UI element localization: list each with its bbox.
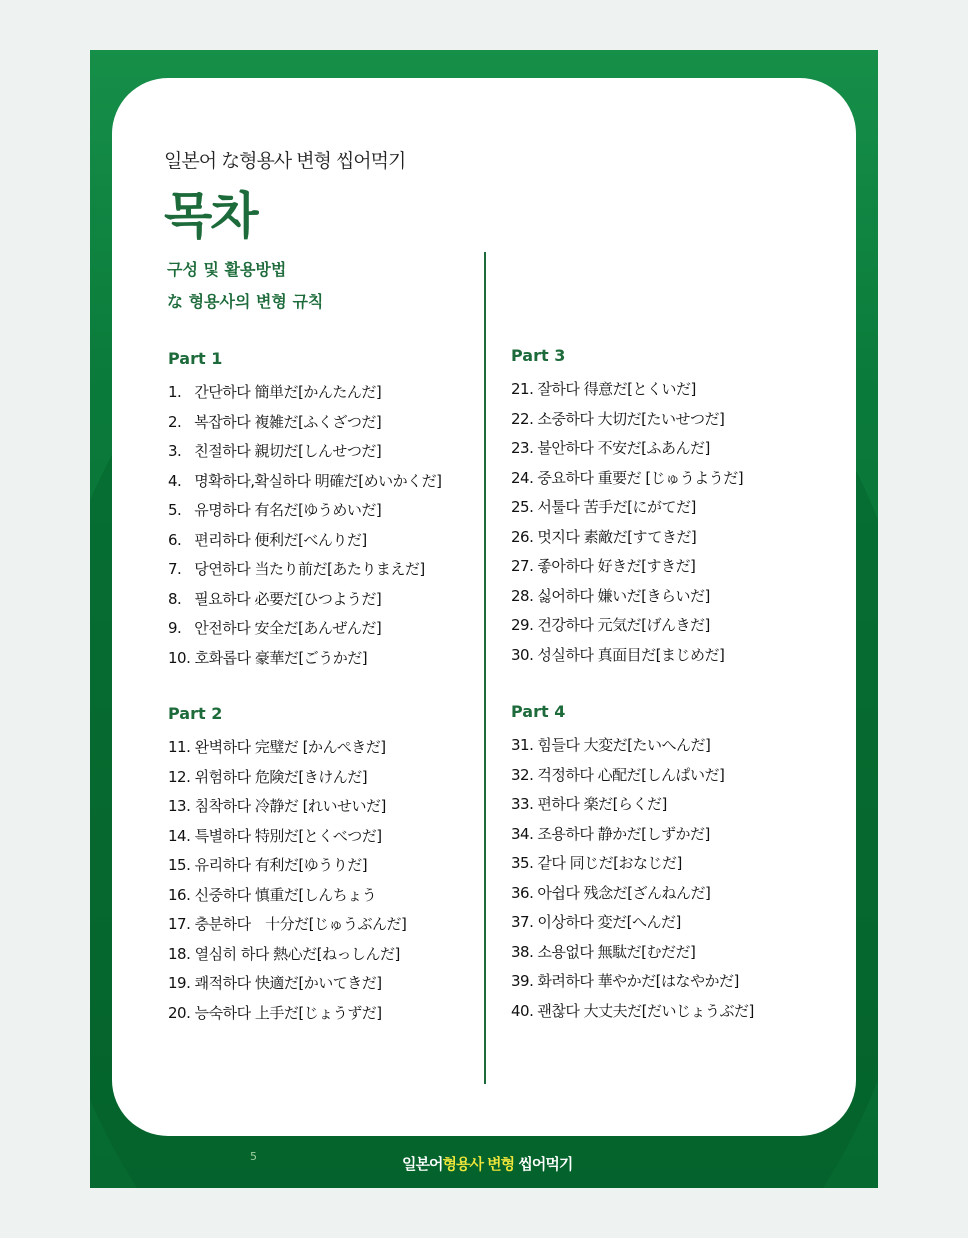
toc-item[interactable]	[168, 940, 498, 970]
toc-text: 같다 同じだ[おなじだ]	[537, 854, 682, 872]
toc-number: 28.	[511, 586, 534, 605]
toc-number: 22.	[511, 409, 534, 428]
toc-text: 화려하다 華やかだ[はなやかだ]	[537, 972, 739, 990]
toc-item[interactable]	[168, 999, 498, 1029]
toc-item[interactable]	[511, 820, 841, 850]
footer-brand-prefix: 일본어	[402, 1155, 443, 1173]
part-heading: Part 1	[168, 349, 223, 368]
toc-item[interactable]	[511, 434, 841, 464]
toc-text: 멋지다 素敵だ[すてきだ]	[537, 527, 697, 546]
toc-text: 호화롭다 豪華だ[ごうかだ]	[194, 648, 368, 667]
toc-number: 37.	[511, 913, 534, 931]
toc-number: 25.	[511, 498, 534, 516]
toc-text: 아쉽다 残念だ[ざんねんだ]	[537, 883, 711, 902]
toc-item[interactable]	[168, 614, 498, 644]
toc-text: 친절하다 親切だ[しんせつだ]	[194, 442, 382, 460]
toc-text: 괜찮다 大丈夫だ[だいじょうぶだ]	[537, 1001, 754, 1020]
toc-item[interactable]	[168, 851, 498, 881]
toc-list	[511, 375, 841, 670]
toc-number: 29.	[511, 616, 534, 634]
intro-links	[167, 254, 323, 318]
toc-item[interactable]	[511, 375, 841, 405]
toc-item[interactable]	[168, 644, 498, 674]
toc-text: 소용없다 無駄だ[むだだ]	[537, 942, 696, 961]
toc-number: 9.	[168, 619, 182, 637]
toc-number: 5.	[168, 501, 182, 519]
toc-number: 19.	[168, 974, 191, 992]
toc-number: 15.	[168, 856, 191, 874]
toc-item[interactable]	[511, 523, 841, 553]
part-2-section	[168, 701, 498, 1028]
toc-text: 불안하다 不安だ[ふあんだ]	[537, 439, 710, 457]
toc-number: 11.	[168, 738, 191, 756]
toc-text: 편리하다 便利だ[べんりだ]	[194, 530, 367, 549]
intro-item-structure[interactable]: 구성 및 활용방법	[167, 260, 287, 279]
toc-number: 36.	[511, 883, 534, 902]
toc-item[interactable]	[168, 733, 498, 763]
intro-item-rules[interactable]: な 형용사의 변형 규칙	[167, 292, 324, 311]
toc-number: 12.	[168, 767, 191, 786]
toc-number: 6.	[168, 530, 182, 549]
toc-list	[168, 733, 498, 1028]
toc-number: 23.	[511, 439, 534, 457]
toc-text: 조용하다 静かだ[しずかだ]	[537, 824, 710, 843]
toc-number: 27.	[511, 557, 534, 575]
toc-item[interactable]	[168, 910, 498, 940]
toc-text: 싫어하다 嫌いだ[きらいだ]	[537, 586, 710, 605]
toc-text: 소중하다 大切だ[たいせつだ]	[537, 409, 725, 428]
toc-number: 34.	[511, 824, 534, 843]
toc-text: 중요하다 重要だ [じゅうようだ]	[537, 468, 744, 487]
toc-item[interactable]	[168, 496, 498, 526]
toc-item[interactable]	[168, 555, 498, 585]
toc-number: 35.	[511, 854, 534, 872]
toc-number: 2.	[168, 412, 182, 431]
toc-text: 특별하다 特別だ[とくべつだ]	[194, 826, 382, 845]
toc-item[interactable]	[511, 731, 841, 761]
toc-text: 안전하다 安全だ[あんぜんだ]	[194, 619, 382, 637]
part-heading: Part 2	[168, 704, 223, 723]
toc-number: 38.	[511, 942, 534, 961]
toc-number: 3.	[168, 442, 182, 460]
footer-brand-suffix: 씹어먹기	[518, 1155, 573, 1173]
toc-text: 성실하다 真面目だ[まじめだ]	[537, 645, 725, 664]
part-1-section	[168, 346, 498, 673]
toc-item[interactable]	[511, 552, 841, 582]
toc-item[interactable]	[168, 969, 498, 999]
toc-item[interactable]	[511, 405, 841, 435]
toc-text: 명확하다,확실하다 明確だ[めいかくだ]	[194, 471, 442, 490]
toc-item[interactable]	[511, 879, 841, 909]
toc-item[interactable]	[511, 997, 841, 1027]
toc-number: 7.	[168, 560, 182, 578]
toc-item[interactable]	[168, 881, 498, 911]
toc-item[interactable]	[168, 792, 498, 822]
toc-item[interactable]	[511, 790, 841, 820]
toc-text: 신중하다 慎重だ[しんちょう	[194, 885, 377, 904]
toc-number: 21.	[511, 380, 534, 398]
footer-brand	[402, 1153, 572, 1174]
toc-list	[511, 731, 841, 1026]
toc-number: 14.	[168, 826, 191, 845]
toc-text: 유리하다 有利だ[ゆうりだ]	[194, 856, 368, 874]
page-frame	[90, 50, 878, 1188]
toc-list	[168, 378, 498, 673]
part-heading: Part 3	[511, 346, 566, 365]
toc-number: 18.	[168, 944, 191, 963]
toc-text: 당연하다 当たり前だ[あたりまえだ]	[194, 560, 425, 578]
toc-text: 건강하다 元気だ[げんきだ]	[537, 616, 710, 634]
toc-number: 39.	[511, 972, 534, 990]
toc-number: 10.	[168, 648, 191, 667]
toc-text: 위험하다 危険だ[きけんだ]	[194, 767, 368, 786]
page-number: 5	[250, 1150, 257, 1163]
toc-number: 8.	[168, 589, 182, 608]
toc-item[interactable]	[168, 408, 498, 438]
toc-item[interactable]	[168, 526, 498, 556]
toc-number: 33.	[511, 795, 534, 813]
toc-text: 필요하다 必要だ[ひつようだ]	[194, 589, 382, 608]
toc-number: 13.	[168, 797, 191, 815]
toc-text: 잘하다 得意だ[とくいだ]	[537, 380, 696, 398]
toc-text: 열심히 하다 熱心だ[ねっしんだ]	[194, 944, 400, 963]
toc-item[interactable]	[511, 464, 841, 494]
toc-item[interactable]	[511, 641, 841, 671]
toc-text: 서툴다 苦手だ[にがてだ]	[537, 498, 696, 516]
toc-item[interactable]	[511, 611, 841, 641]
toc-item[interactable]	[511, 908, 841, 938]
toc-item[interactable]	[511, 582, 841, 612]
part-heading: Part 4	[511, 702, 566, 721]
toc-number: 40.	[511, 1001, 534, 1020]
toc-number: 31.	[511, 736, 534, 754]
toc-item[interactable]	[168, 467, 498, 497]
toc-item[interactable]	[168, 763, 498, 793]
toc-number: 16.	[168, 885, 191, 904]
toc-text: 완벽하다 完璧だ [かんぺきだ]	[194, 738, 386, 756]
toc-text: 능숙하다 上手だ[じょうずだ]	[194, 1003, 382, 1022]
toc-text: 이상하다 変だ[へんだ]	[537, 913, 681, 931]
toc-item[interactable]	[168, 378, 498, 408]
toc-number: 30.	[511, 645, 534, 664]
toc-number: 20.	[168, 1003, 191, 1022]
toc-text: 좋아하다 好きだ[すきだ]	[537, 557, 696, 575]
toc-text: 힘들다 大変だ[たいへんだ]	[537, 736, 711, 754]
toc-item[interactable]	[168, 822, 498, 852]
toc-text: 쾌적하다 快適だ[かいてきだ]	[194, 974, 382, 992]
toc-item[interactable]	[511, 761, 841, 791]
toc-text: 충분하다 十分だ[じゅうぶんだ]	[194, 915, 407, 933]
toc-text: 복잡하다 複雑だ[ふくざつだ]	[194, 412, 382, 431]
toc-number: 24.	[511, 468, 534, 487]
toc-item[interactable]	[511, 493, 841, 523]
book-subtitle: 일본어 な형용사 변형 씹어먹기	[164, 150, 406, 172]
toc-number: 17.	[168, 915, 191, 933]
toc-text: 걱정하다 心配だ[しんぱいだ]	[537, 765, 725, 784]
toc-number: 26.	[511, 527, 534, 546]
toc-text: 유명하다 有名だ[ゆうめいだ]	[194, 501, 382, 519]
footer-brand-highlight: 형용사 변형	[442, 1155, 515, 1173]
part-4-section	[511, 699, 841, 1026]
toc-item[interactable]	[168, 585, 498, 615]
toc-text: 침착하다 冷静だ [れいせいだ]	[194, 797, 386, 815]
content-card	[112, 78, 856, 1136]
toc-item[interactable]	[511, 849, 841, 879]
toc-text: 편하다 楽だ[らくだ]	[537, 795, 667, 813]
toc-number: 32.	[511, 765, 534, 784]
toc-number: 4.	[168, 471, 182, 490]
part-3-section	[511, 343, 841, 670]
toc-item[interactable]	[511, 967, 841, 997]
toc-item[interactable]	[511, 938, 841, 968]
toc-number: 1.	[168, 383, 182, 401]
toc-text: 간단하다 簡単だ[かんたんだ]	[194, 383, 382, 401]
page-title: 목차	[164, 187, 257, 245]
toc-item[interactable]	[168, 437, 498, 467]
